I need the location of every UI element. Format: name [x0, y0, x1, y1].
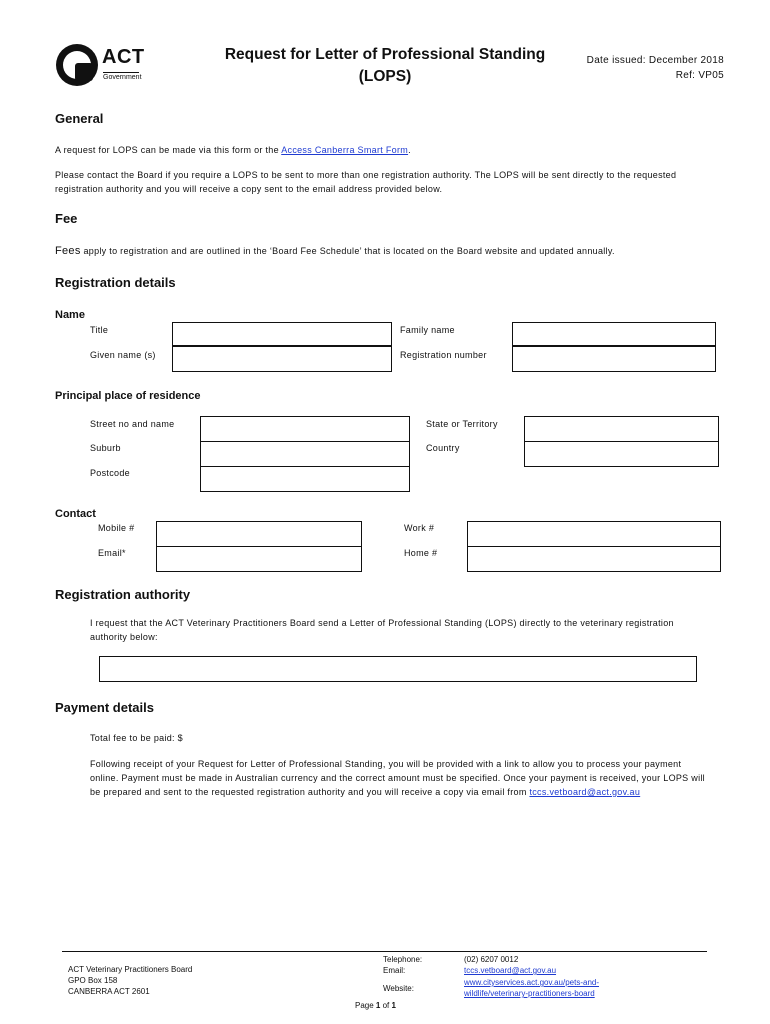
registration-heading: Registration details [55, 275, 176, 290]
state-label: State or Territory [426, 419, 498, 429]
family-name-label: Family name [400, 325, 455, 335]
mobile-field[interactable] [156, 521, 362, 547]
footer-tel-value: (02) 6207 0012 [464, 955, 519, 964]
date-issued: Date issued: December 2018 [586, 55, 724, 66]
contact-subheading: Contact [55, 508, 96, 520]
home-label: Home # [404, 548, 438, 558]
registration-number-field[interactable] [512, 346, 716, 372]
email-label: Email* [98, 548, 126, 558]
general-paragraph-2: Please contact the Board if you require a LOPS to be sent to more than one registration authority. The LOPS will be sent directly to the requested registration authority and you will receive a copy sent to the email address provided below. [55, 170, 677, 194]
payment-text: Following receipt of your Request for Letter of Professional Standing, you will be provided with a link to allow you to process your payment online. Payment must be made in Australian currency and the correct amount must be specified. Once your payment is received, your LOPS will be prepared and sent to the requested registration authority and you will receive a copy via email from [90, 759, 705, 797]
country-label: Country [426, 443, 460, 453]
general-text: A request for LOPS can be made via this form or the [55, 145, 282, 155]
footer-web-label: Website: [383, 984, 414, 993]
page-number: Page 1 of 1 [355, 1001, 396, 1010]
footer-website-link[interactable]: www.cityservices.act.gov.au/pets-and- wildlife/veterinary-practitioners-board [464, 978, 600, 998]
reference: Ref: VP05 [675, 70, 724, 81]
work-phone-field[interactable] [467, 521, 721, 547]
email-field[interactable] [156, 546, 362, 572]
registration-authority-field[interactable] [99, 656, 697, 682]
document-meta [587, 53, 724, 83]
state-field[interactable] [524, 416, 719, 442]
logo-text: ACT [102, 46, 145, 68]
footer-email-label: Email: [383, 966, 406, 975]
country-field[interactable] [524, 441, 719, 467]
postcode-label: Postcode [90, 468, 130, 478]
title-line-1: Request for Letter of Professional Standing [224, 46, 546, 63]
title-field[interactable] [172, 322, 392, 346]
general-heading: General [55, 111, 104, 126]
fee-lead: Fees [55, 245, 81, 257]
given-name-label: Given name (s) [90, 350, 156, 360]
payment-paragraph [90, 757, 710, 799]
footer-org: ACT Veterinary Practitioners Board [68, 965, 193, 974]
title-label: Title [90, 325, 109, 335]
payment-heading: Payment details [55, 700, 154, 715]
given-name-field[interactable] [172, 346, 392, 372]
mobile-label: Mobile # [98, 523, 135, 533]
name-subheading: Name [55, 309, 85, 321]
footer-city: CANBERRA ACT 2601 [68, 987, 150, 996]
fee-text: apply to registration and are outlined in the ‘Board Fee Schedule’ that is located on the Board website and updated annually. [80, 246, 615, 256]
footer-address [68, 964, 192, 997]
title-line-2: (LOPS) [358, 68, 412, 85]
home-phone-field[interactable] [467, 546, 721, 572]
registration-number-label: Registration number [400, 350, 487, 360]
vetboard-email-link[interactable]: tccs.vetboard@act.gov.au [529, 787, 641, 797]
family-name-field[interactable] [512, 322, 716, 346]
footer-po-box: GPO Box 158 [68, 976, 118, 985]
residence-subheading: Principal place of residence [55, 390, 201, 402]
document-title [220, 44, 550, 88]
fee-heading: Fee [55, 211, 78, 226]
postcode-field[interactable] [200, 466, 410, 492]
footer-tel-label: Telephone: [383, 955, 423, 964]
work-label: Work # [404, 523, 435, 533]
street-label: Street no and name [90, 419, 175, 429]
coat-of-arms-icon [56, 44, 98, 86]
authority-heading: Registration authority [55, 587, 191, 602]
suburb-field[interactable] [200, 441, 410, 467]
footer-email-link[interactable]: tccs.vetboard@act.gov.au [464, 966, 557, 975]
act-government-logo [56, 44, 156, 88]
smart-form-link[interactable]: Access Canberra Smart Form [281, 145, 409, 155]
fee-paragraph [55, 244, 735, 258]
footer-rule [62, 951, 707, 952]
logo-subtext: Government [103, 74, 142, 81]
total-fee-label: Total fee to be paid: $ [90, 733, 183, 743]
authority-text: I request that the ACT Veterinary Practitioners Board send a Letter of Professional Standing (LOPS) directly to the veterinary registration authority below: [90, 618, 674, 642]
street-field[interactable] [200, 416, 410, 442]
general-paragraph-1: A request for LOPS can be made via this form or the Access Canberra Smart Form. [55, 145, 411, 155]
suburb-label: Suburb [90, 443, 121, 453]
